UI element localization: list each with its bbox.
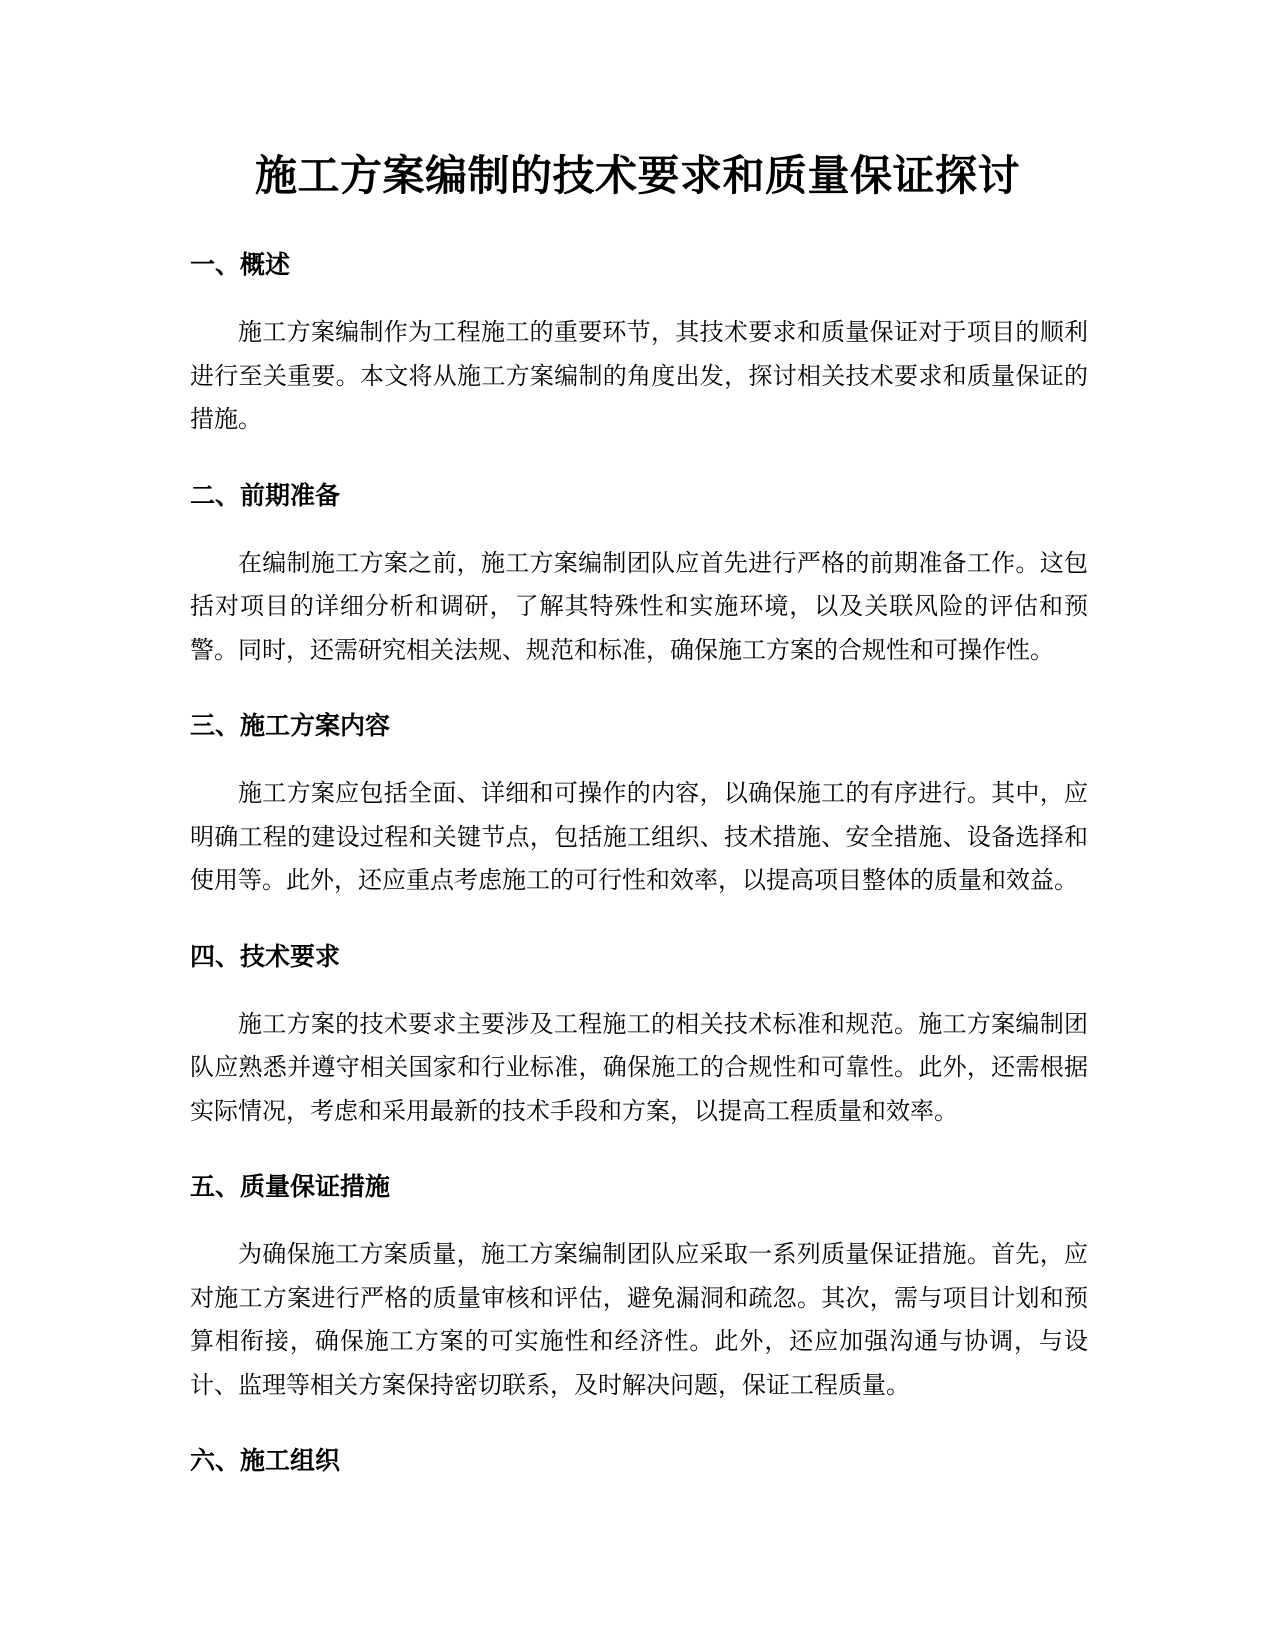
section-paragraph: 施工方案编制作为工程施工的重要环节，其技术要求和质量保证对于项目的顺利进行至关重要。本文将从施工方案编制的角度出发，探讨相关技术要求和质量保证的措施。 bbox=[190, 318, 1088, 433]
section-plan-content bbox=[190, 706, 1088, 903]
section-heading: 六、施工组织 bbox=[190, 1446, 341, 1475]
section-technical-requirements bbox=[190, 937, 1088, 1134]
section-heading: 四、技术要求 bbox=[190, 941, 341, 971]
section-paragraph: 在编制施工方案之前，施工方案编制团队应首先进行严格的前期准备工作。这包括对项目的详细分析和调研，了解其特殊性和实施环境，以及关联风险的评估和预警。同时，还需研究相关法规、规范和标准，确保施工方案的合规性和可操作性。 bbox=[190, 548, 1088, 664]
section-paragraph: 为确保施工方案质量，施工方案编制团队应采取一系列质量保证措施。首先，应对施工方案进行严格的质量审核和评估，避免漏洞和疏忽。其次，需与项目计划和预算相衔接，确保施工方案的可实施性和经济性。此外，还应加强沟通与协调，与设计、监理等相关方案保持密切联系，及时解决问题，保证工程质量。 bbox=[190, 1240, 1088, 1399]
section-paragraph: 施工方案的技术要求主要涉及工程施工的相关技术标准和规范。施工方案编制团队应熟悉并遵守相关国家和行业标准，确保施工的合规性和可靠性。此外，还需根据实际情况，考虑和采用最新的技术手段和方案，以提高工程质量和效率。 bbox=[190, 1009, 1088, 1125]
section-preparation bbox=[190, 476, 1088, 673]
document-content bbox=[190, 245, 1088, 1481]
section-heading: 三、施工方案内容 bbox=[190, 711, 391, 740]
section-heading: 二、前期准备 bbox=[190, 480, 341, 510]
section-heading: 一、概述 bbox=[190, 250, 291, 279]
section-construction-organization bbox=[190, 1441, 1088, 1481]
section-paragraph: 施工方案应包括全面、详细和可操作的内容，以确保施工的有序进行。其中，应明确工程的建设过程和关键节点，包括施工组织、技术措施、安全措施、设备选择和使用等。此外，还应重点考虑施工的可行性和效率，以提高项目整体的质量和效益。 bbox=[190, 779, 1088, 894]
section-overview bbox=[190, 245, 1088, 442]
section-quality-assurance bbox=[190, 1167, 1088, 1407]
document-title: 施工方案编制的技术要求和质量保证探讨 bbox=[254, 151, 1020, 200]
section-heading: 五、质量保证措施 bbox=[190, 1172, 391, 1201]
